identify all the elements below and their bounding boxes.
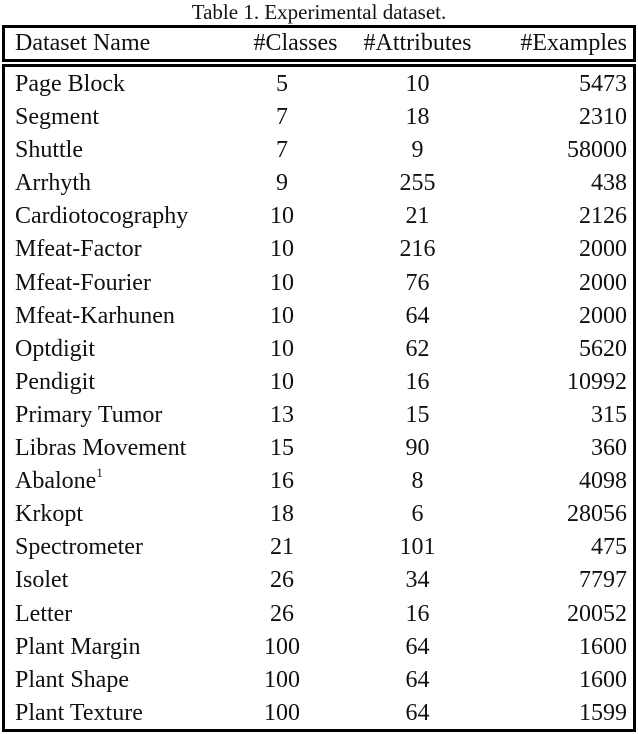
table-row xyxy=(5,399,633,432)
dataset-name-cell xyxy=(15,531,143,564)
dataset-name-cell xyxy=(15,267,151,300)
classes-cell: 10 xyxy=(270,302,294,329)
dataset-name: Optdigit xyxy=(15,335,96,362)
classes-cell: 100 xyxy=(264,666,300,693)
table-header xyxy=(2,25,636,62)
dataset-name: Plant Shape xyxy=(15,666,129,693)
classes-cell: 10 xyxy=(270,368,294,395)
table-row xyxy=(5,68,633,101)
classes-cell: 26 xyxy=(270,600,294,627)
classes-cell: 15 xyxy=(270,435,294,462)
attributes-cell: 6 xyxy=(411,501,424,528)
attributes-cell: 64 xyxy=(405,699,430,726)
footnote-marker: 1 xyxy=(96,465,103,481)
classes-cell: 10 xyxy=(270,335,294,362)
attributes-cell: 90 xyxy=(405,435,430,462)
examples-cell: 2000 xyxy=(579,269,627,296)
examples-cell: 4098 xyxy=(579,468,627,495)
dataset-name: Arrhyth xyxy=(15,170,91,197)
dataset-name: Pendigit xyxy=(15,368,96,395)
dataset-name: Libras Movement xyxy=(15,435,187,462)
dataset-name-cell xyxy=(15,233,142,266)
dataset-name: Page Block xyxy=(15,71,125,97)
table-rows xyxy=(5,67,633,730)
examples-cell: 2000 xyxy=(579,236,627,263)
dataset-name: Letter xyxy=(15,600,73,627)
dataset-name: Abalone xyxy=(15,468,97,495)
dataset-name-cell xyxy=(15,631,141,664)
dataset-name: Primary Tumor xyxy=(15,401,163,428)
attributes-cell: 18 xyxy=(405,104,430,131)
classes-cell: 7 xyxy=(276,104,288,131)
table-row xyxy=(5,432,633,465)
examples-cell: 7797 xyxy=(579,567,627,594)
column-header-dataset-name: Dataset Name xyxy=(15,30,151,56)
header-row xyxy=(5,28,633,59)
classes-cell: 13 xyxy=(270,401,294,428)
attributes-cell: 76 xyxy=(405,269,430,296)
attributes-cell: 10 xyxy=(405,71,430,97)
examples-cell: 20052 xyxy=(567,600,627,627)
table-row xyxy=(5,233,633,266)
attributes-cell: 64 xyxy=(405,302,430,329)
dataset-name-cell xyxy=(15,498,83,531)
attributes-cell: 16 xyxy=(405,368,430,395)
table-row xyxy=(5,333,633,366)
attributes-cell: 64 xyxy=(405,633,430,660)
examples-cell: 5620 xyxy=(579,335,627,362)
dataset-name-cell xyxy=(15,167,91,200)
attributes-cell: 16 xyxy=(405,600,430,627)
dataset-name: Cardiotocography xyxy=(15,203,189,230)
examples-cell: 1600 xyxy=(579,666,627,693)
attributes-cell: 64 xyxy=(405,666,430,693)
attributes-cell: 15 xyxy=(405,401,430,428)
examples-cell: 2000 xyxy=(579,302,627,329)
dataset-name: Isolet xyxy=(15,567,69,594)
dataset-name: Mfeat-Fourier xyxy=(15,269,151,296)
classes-cell: 7 xyxy=(276,137,288,164)
dataset-name: Spectrometer xyxy=(15,534,143,561)
table-row xyxy=(5,465,633,498)
table-body xyxy=(2,64,636,732)
examples-cell: 5473 xyxy=(579,71,627,97)
examples-cell: 315 xyxy=(591,401,627,428)
column-header-attributes: #Attributes xyxy=(363,30,472,56)
dataset-name-cell xyxy=(15,200,188,233)
classes-cell: 18 xyxy=(270,501,294,528)
dataset-name-cell xyxy=(15,697,143,730)
column-header-classes: #Classes xyxy=(253,30,338,56)
dataset-name-cell xyxy=(15,101,99,134)
dataset-name: Plant Margin xyxy=(15,633,141,660)
table-row xyxy=(5,167,633,200)
attributes-cell: 216 xyxy=(399,236,436,263)
dataset-name-cell xyxy=(15,333,95,366)
dataset-name: Shuttle xyxy=(15,137,84,164)
table-row xyxy=(5,101,633,134)
dataset-name-cell xyxy=(15,564,68,597)
table-row xyxy=(5,564,633,597)
dataset-name-cell xyxy=(15,399,162,432)
table-row xyxy=(5,498,633,531)
examples-cell: 475 xyxy=(591,534,627,561)
attributes-cell: 101 xyxy=(399,534,436,561)
classes-cell: 10 xyxy=(270,203,294,230)
examples-cell: 1599 xyxy=(579,699,627,726)
examples-cell: 2126 xyxy=(579,203,627,230)
examples-cell: 58000 xyxy=(567,137,627,164)
table-row xyxy=(5,664,633,697)
attributes-cell: 9 xyxy=(411,137,424,164)
table-row xyxy=(5,366,633,399)
dataset-name: Segment xyxy=(15,104,99,131)
dataset-name-cell xyxy=(15,465,103,498)
dataset-name-cell xyxy=(15,134,83,167)
table-row xyxy=(5,598,633,631)
table-row xyxy=(5,267,633,300)
dataset-name-cell xyxy=(15,68,125,101)
classes-cell: 100 xyxy=(264,699,300,726)
examples-cell: 2310 xyxy=(579,104,627,131)
table-row xyxy=(5,200,633,233)
column-header-examples: #Examples xyxy=(520,30,627,56)
classes-cell: 21 xyxy=(270,534,294,561)
dataset-name-cell xyxy=(15,432,186,465)
table-row xyxy=(5,631,633,664)
classes-cell: 9 xyxy=(276,170,288,197)
table-row xyxy=(5,531,633,564)
attributes-cell: 8 xyxy=(411,468,424,495)
attributes-cell: 21 xyxy=(405,203,430,230)
examples-cell: 438 xyxy=(591,170,627,197)
examples-cell: 1600 xyxy=(579,633,627,660)
classes-cell: 16 xyxy=(270,468,294,495)
dataset-name: Mfeat-Factor xyxy=(15,236,142,263)
attributes-cell: 34 xyxy=(405,567,430,594)
attributes-cell: 255 xyxy=(399,170,436,197)
dataset-name: Plant Texture xyxy=(15,699,143,726)
dataset-name-cell xyxy=(15,598,72,631)
classes-cell: 5 xyxy=(276,71,288,97)
table-row xyxy=(5,300,633,333)
dataset-name-cell xyxy=(15,300,175,333)
table-row xyxy=(5,134,633,167)
examples-cell: 360 xyxy=(591,435,627,462)
attributes-cell: 62 xyxy=(405,335,430,362)
dataset-name: Krkopt xyxy=(15,501,83,528)
classes-cell: 10 xyxy=(270,236,294,263)
classes-cell: 26 xyxy=(270,567,294,594)
table-row xyxy=(5,697,633,730)
classes-cell: 100 xyxy=(264,633,300,660)
dataset-name: Mfeat-Karhunen xyxy=(15,302,175,329)
examples-cell: 10992 xyxy=(567,368,627,395)
examples-cell: 28056 xyxy=(567,501,627,528)
dataset-name-cell xyxy=(15,664,129,697)
dataset-name-cell xyxy=(15,366,95,399)
classes-cell: 10 xyxy=(270,269,294,296)
table-caption: Table 1. Experimental dataset. xyxy=(191,0,447,24)
